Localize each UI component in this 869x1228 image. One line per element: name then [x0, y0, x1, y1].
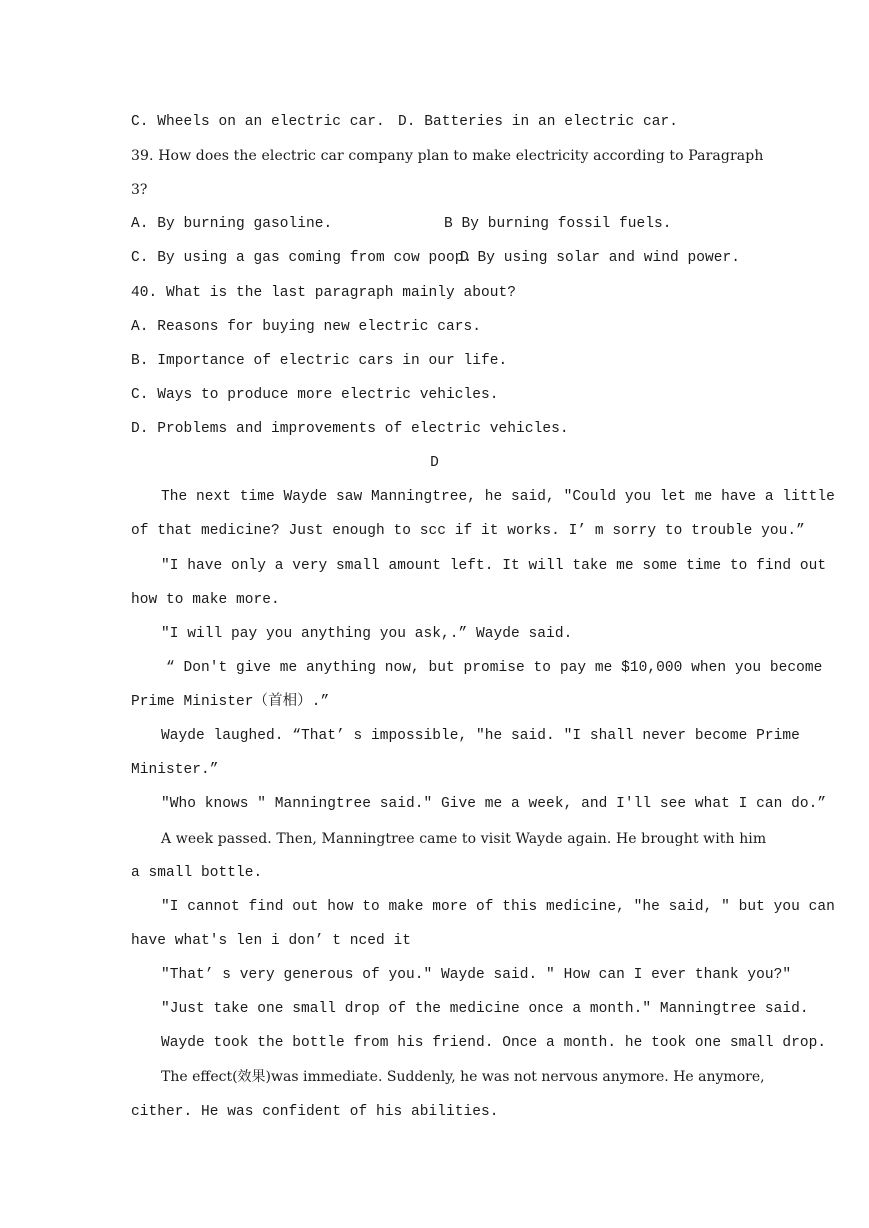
q40-question: 40. What is the last paragraph mainly about? [131, 285, 517, 301]
passage-line: Minister.” [131, 762, 219, 778]
passage-line: The next time Wayde saw Manningtree, he said, "Could you let me have a little [161, 489, 835, 505]
passage-line: Wayde laughed. “That’ s impossible, "he said. "I shall never become Prime [161, 728, 800, 744]
passage-line: "I cannot find out how to make more of this medicine, "he said, " but you can [161, 899, 835, 915]
q38-option-c: C. Wheels on an electric car. [131, 114, 385, 130]
q38-option-d: D. Batteries in an electric car. [398, 114, 679, 130]
passage-line: "Who knows " Manningtree said." Give me a week, and I'll see what I can do.” [161, 796, 827, 812]
passage-line: Wayde took the bottle from his friend. Once a month. he took one small drop. [161, 1035, 827, 1051]
passage-line: "I will pay you anything you ask,.” Wayde said. [161, 626, 573, 642]
passage-line: A week passed. Then, Manningtree came to visit Wayde again. He brought with him [161, 831, 767, 847]
q40-option-a: A. Reasons for buying new electric cars. [131, 319, 482, 335]
passage-line: Prime Minister（首相）.” [131, 694, 330, 710]
q39-option-c: C. By using a gas coming from cow poop. [131, 250, 473, 266]
passage-heading: D [430, 455, 439, 471]
q39-options-cd [131, 249, 741, 267]
passage-line: The effect(效果)was immediate. Suddenly, he was not nervous anymore. He anymore, [161, 1069, 765, 1085]
passage-line: "That’ s very generous of you." Wayde said. " How can I ever thank you?" [161, 967, 792, 983]
q39-question: 39. How does the electric car company plan to make electricity according to Paragraph [131, 148, 764, 164]
q40-option-c: C. Ways to produce more electric vehicles. [131, 387, 499, 403]
passage-line: cither. He was confident of his abilities. [131, 1104, 499, 1120]
passage-line: how to make more. [131, 592, 280, 608]
passage-line: have what's len i don’ t nced it [131, 933, 412, 949]
q39-option-a: A. By burning gasoline. [131, 216, 333, 232]
passage-line: "Just take one small drop of the medicine once a month." Manningtree said. [161, 1001, 809, 1017]
q39-option-b: B By burning fossil fuels. [444, 216, 672, 232]
passage-line: of that medicine? Just enough to scc if it works. I’ m sorry to trouble you.” [131, 523, 805, 539]
passage-line: a small bottle. [131, 865, 263, 881]
q38-options-cd [131, 113, 737, 131]
q39-options-ab [131, 215, 737, 233]
passage-line: “ Don't give me anything now, but promise to pay me $10,000 when you become [166, 660, 823, 676]
q40-option-d: D. Problems and improvements of electric vehicles. [131, 421, 569, 437]
q39-option-d: D By using solar and wind power. [460, 250, 741, 266]
passage-line: "I have only a very small amount left. It will take me some time to find out [161, 558, 827, 574]
q40-option-b: B. Importance of electric cars in our life. [131, 353, 508, 369]
q39-question-cont: 3? [131, 182, 148, 198]
